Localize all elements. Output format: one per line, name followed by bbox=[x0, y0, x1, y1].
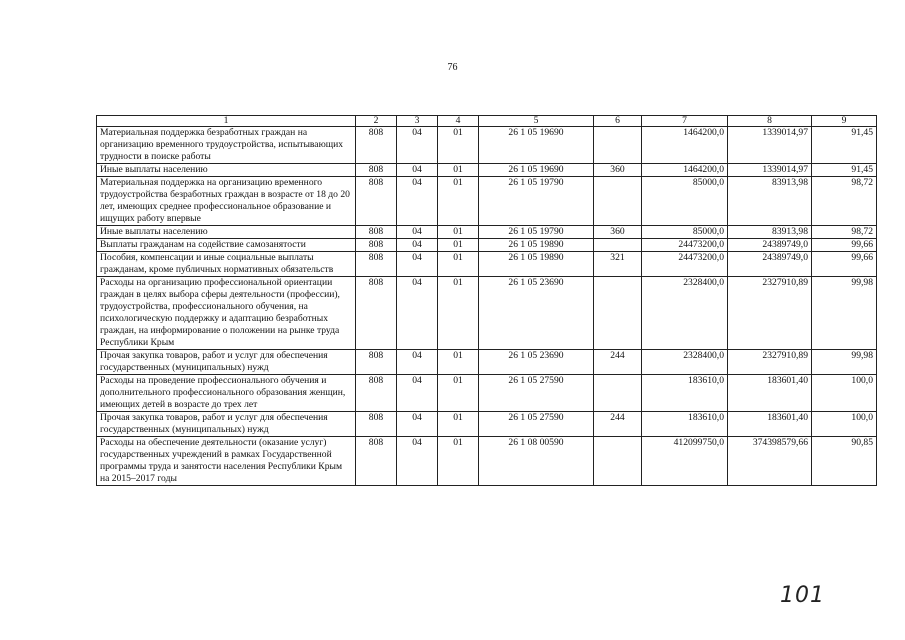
header-col-5: 5 bbox=[479, 116, 594, 127]
cell-subsection: 01 bbox=[438, 437, 479, 486]
cell-name: Выплаты гражданам на содействие самозанятости bbox=[97, 239, 356, 252]
cell-executed: 24389749,0 bbox=[728, 252, 812, 277]
cell-subsection: 01 bbox=[438, 350, 479, 375]
cell-target-article: 26 1 08 00590 bbox=[479, 437, 594, 486]
cell-planned: 2328400,0 bbox=[642, 277, 728, 350]
cell-planned: 1464200,0 bbox=[642, 164, 728, 177]
cell-percent: 99,98 bbox=[812, 277, 877, 350]
cell-percent: 98,72 bbox=[812, 177, 877, 226]
cell-section: 04 bbox=[397, 277, 438, 350]
cell-admin-code: 808 bbox=[356, 252, 397, 277]
cell-section: 04 bbox=[397, 412, 438, 437]
cell-subsection: 01 bbox=[438, 412, 479, 437]
cell-percent: 99,66 bbox=[812, 252, 877, 277]
cell-executed: 24389749,0 bbox=[728, 239, 812, 252]
table-header-row bbox=[97, 116, 877, 127]
cell-target-article: 26 1 05 27590 bbox=[479, 412, 594, 437]
cell-admin-code: 808 bbox=[356, 239, 397, 252]
cell-admin-code: 808 bbox=[356, 127, 397, 164]
cell-admin-code: 808 bbox=[356, 412, 397, 437]
cell-executed: 183601,40 bbox=[728, 375, 812, 412]
cell-name: Прочая закупка товаров, работ и услуг для обеспечения государственных (муниципальных) нужд bbox=[97, 412, 356, 437]
cell-percent: 99,66 bbox=[812, 239, 877, 252]
cell-admin-code: 808 bbox=[356, 164, 397, 177]
cell-expense-type bbox=[594, 375, 642, 412]
cell-executed: 2327910,89 bbox=[728, 350, 812, 375]
handwritten-page-number: 101 bbox=[780, 583, 825, 608]
cell-name: Расходы на обеспечение деятельности (оказание услуг) государственных учреждений в рамках Государственной программы труда и занятости населения Республики Крым на 2015–2017 годы bbox=[97, 437, 356, 486]
cell-name: Расходы на проведение профессионального обучения и дополнительного профессионального образования женщин, имеющих детей в возрасте до трех лет bbox=[97, 375, 356, 412]
header-col-8: 8 bbox=[728, 116, 812, 127]
table-row bbox=[97, 177, 877, 226]
cell-section: 04 bbox=[397, 375, 438, 412]
cell-percent: 91,45 bbox=[812, 127, 877, 164]
header-col-4: 4 bbox=[438, 116, 479, 127]
cell-target-article: 26 1 05 19790 bbox=[479, 226, 594, 239]
header-col-3: 3 bbox=[397, 116, 438, 127]
cell-executed: 83913,98 bbox=[728, 226, 812, 239]
cell-planned: 183610,0 bbox=[642, 412, 728, 437]
cell-expense-type: 244 bbox=[594, 412, 642, 437]
cell-name: Иные выплаты населению bbox=[97, 226, 356, 239]
cell-section: 04 bbox=[397, 239, 438, 252]
cell-expense-type: 360 bbox=[594, 226, 642, 239]
cell-planned: 1464200,0 bbox=[642, 127, 728, 164]
cell-executed: 374398579,66 bbox=[728, 437, 812, 486]
cell-section: 04 bbox=[397, 164, 438, 177]
cell-section: 04 bbox=[397, 350, 438, 375]
header-col-7: 7 bbox=[642, 116, 728, 127]
cell-name: Иные выплаты населению bbox=[97, 164, 356, 177]
cell-admin-code: 808 bbox=[356, 350, 397, 375]
cell-name: Материальная поддержка безработных граждан на организацию временного трудоустройства, испытывающих трудности в поиске работы bbox=[97, 127, 356, 164]
table-row bbox=[97, 277, 877, 350]
cell-executed: 83913,98 bbox=[728, 177, 812, 226]
header-col-9: 9 bbox=[812, 116, 877, 127]
cell-target-article: 26 1 05 23690 bbox=[479, 277, 594, 350]
table-body bbox=[97, 127, 877, 486]
cell-subsection: 01 bbox=[438, 252, 479, 277]
cell-percent: 91,45 bbox=[812, 164, 877, 177]
cell-subsection: 01 bbox=[438, 177, 479, 226]
cell-name: Расходы на организацию профессиональной ориентации граждан в целях выбора сферы деятельности (профессии), трудоустройства, профессионального обучения, на психологическую поддержку и адаптацию безработных граждан, на информирование о положении на рынке труда Республики Крым bbox=[97, 277, 356, 350]
cell-section: 04 bbox=[397, 177, 438, 226]
table-row bbox=[97, 412, 877, 437]
cell-section: 04 bbox=[397, 127, 438, 164]
cell-expense-type bbox=[594, 127, 642, 164]
cell-subsection: 01 bbox=[438, 375, 479, 412]
cell-target-article: 26 1 05 19690 bbox=[479, 127, 594, 164]
cell-executed: 2327910,89 bbox=[728, 277, 812, 350]
cell-target-article: 26 1 05 23690 bbox=[479, 350, 594, 375]
cell-target-article: 26 1 05 27590 bbox=[479, 375, 594, 412]
cell-target-article: 26 1 05 19690 bbox=[479, 164, 594, 177]
cell-name: Материальная поддержка на организацию временного трудоустройства безработных граждан в возрасте от 18 до 20 лет, имеющих среднее профессиональное образование и ищущих работу впервые bbox=[97, 177, 356, 226]
cell-expense-type bbox=[594, 437, 642, 486]
cell-admin-code: 808 bbox=[356, 375, 397, 412]
cell-percent: 100,0 bbox=[812, 412, 877, 437]
cell-executed: 183601,40 bbox=[728, 412, 812, 437]
cell-expense-type: 360 bbox=[594, 164, 642, 177]
cell-percent: 99,98 bbox=[812, 350, 877, 375]
cell-section: 04 bbox=[397, 226, 438, 239]
cell-planned: 2328400,0 bbox=[642, 350, 728, 375]
cell-expense-type: 244 bbox=[594, 350, 642, 375]
table-row bbox=[97, 375, 877, 412]
cell-expense-type: 321 bbox=[594, 252, 642, 277]
cell-target-article: 26 1 05 19790 bbox=[479, 177, 594, 226]
cell-percent: 90,85 bbox=[812, 437, 877, 486]
table-row bbox=[97, 350, 877, 375]
cell-planned: 24473200,0 bbox=[642, 239, 728, 252]
table-row bbox=[97, 164, 877, 177]
cell-section: 04 bbox=[397, 252, 438, 277]
cell-executed: 1339014,97 bbox=[728, 164, 812, 177]
cell-subsection: 01 bbox=[438, 239, 479, 252]
table-row bbox=[97, 127, 877, 164]
cell-admin-code: 808 bbox=[356, 437, 397, 486]
cell-admin-code: 808 bbox=[356, 277, 397, 350]
cell-planned: 85000,0 bbox=[642, 177, 728, 226]
cell-executed: 1339014,97 bbox=[728, 127, 812, 164]
cell-expense-type bbox=[594, 277, 642, 350]
table-row bbox=[97, 252, 877, 277]
cell-expense-type bbox=[594, 177, 642, 226]
table-row bbox=[97, 239, 877, 252]
cell-planned: 85000,0 bbox=[642, 226, 728, 239]
table-row bbox=[97, 226, 877, 239]
cell-percent: 100,0 bbox=[812, 375, 877, 412]
cell-expense-type bbox=[594, 239, 642, 252]
header-col-6: 6 bbox=[594, 116, 642, 127]
cell-name: Пособия, компенсации и иные социальные выплаты гражданам, кроме публичных нормативных обязательств bbox=[97, 252, 356, 277]
cell-planned: 183610,0 bbox=[642, 375, 728, 412]
cell-target-article: 26 1 05 19890 bbox=[479, 239, 594, 252]
cell-target-article: 26 1 05 19890 bbox=[479, 252, 594, 277]
cell-subsection: 01 bbox=[438, 127, 479, 164]
cell-admin-code: 808 bbox=[356, 177, 397, 226]
cell-planned: 412099750,0 bbox=[642, 437, 728, 486]
cell-percent: 98,72 bbox=[812, 226, 877, 239]
header-col-1: 1 bbox=[97, 116, 356, 127]
cell-section: 04 bbox=[397, 437, 438, 486]
cell-subsection: 01 bbox=[438, 277, 479, 350]
cell-planned: 24473200,0 bbox=[642, 252, 728, 277]
cell-admin-code: 808 bbox=[356, 226, 397, 239]
cell-subsection: 01 bbox=[438, 164, 479, 177]
header-col-2: 2 bbox=[356, 116, 397, 127]
budget-table bbox=[96, 115, 877, 486]
cell-name: Прочая закупка товаров, работ и услуг для обеспечения государственных (муниципальных) нужд bbox=[97, 350, 356, 375]
table-row bbox=[97, 437, 877, 486]
page-number: 76 bbox=[447, 62, 458, 73]
cell-subsection: 01 bbox=[438, 226, 479, 239]
